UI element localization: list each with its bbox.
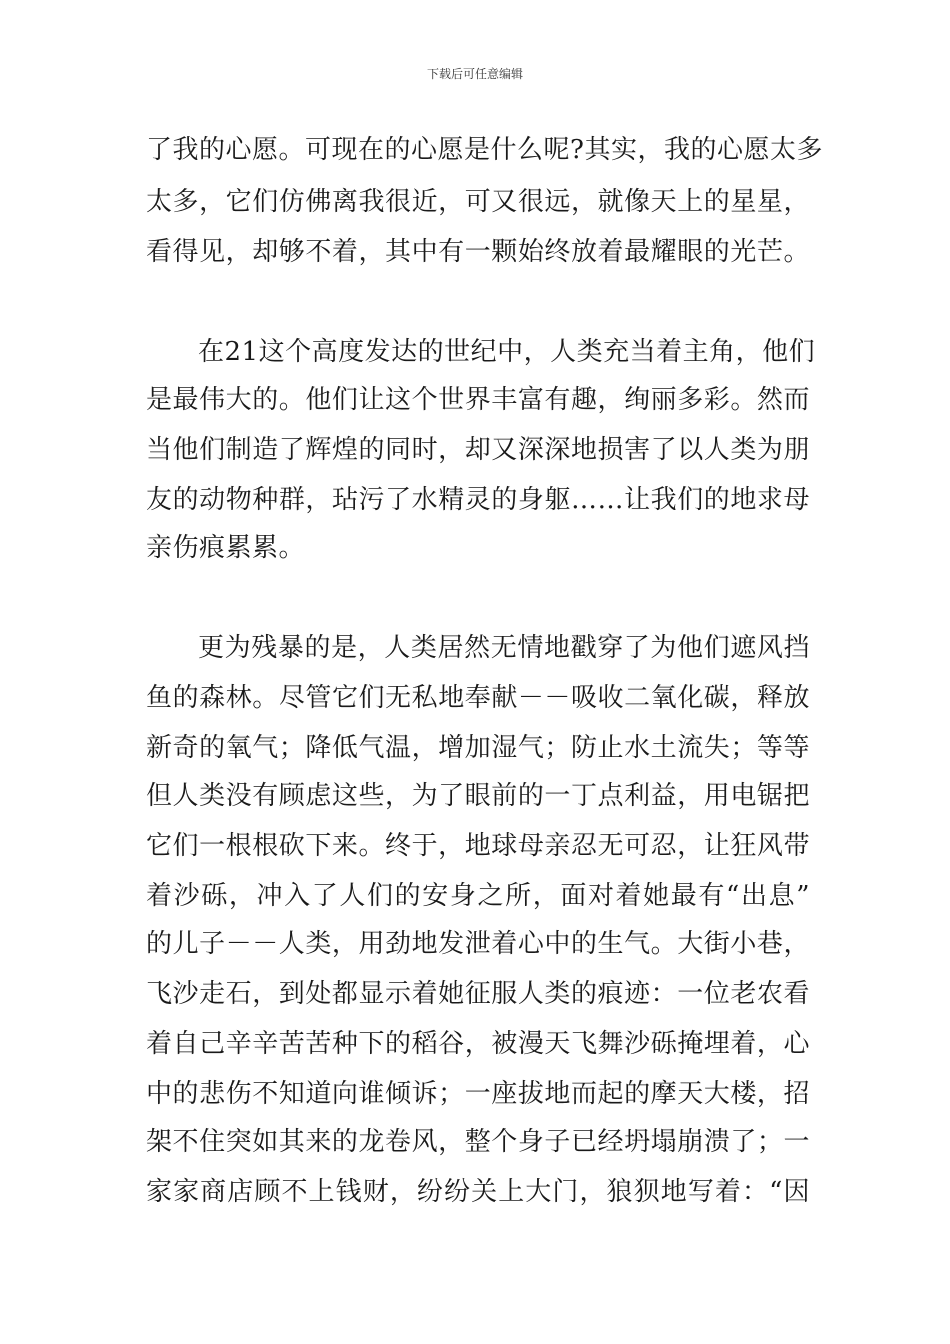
text-line: 架不住突如其来的龙卷风，整个身子已经坍塌崩溃了；一	[146, 1127, 810, 1157]
text-line: 亲伤痕累累。	[146, 533, 306, 563]
text-line: 着沙砾，冲入了人们的安身之所，面对着她最有“出息”	[146, 881, 810, 911]
text-line: 是最伟大的。他们让这个世界丰富有趣，绚丽多彩。然而	[146, 385, 810, 415]
text-line: 看得见，却够不着，其中有一颗始终放着最耀眼的光芒。	[146, 237, 810, 267]
text-line: 着自己辛辛苦苦种下的稻谷，被漫天飞舞沙砾掩埋着，心	[146, 1029, 810, 1059]
text-line: 中的悲伤不知道向谁倾诉；一座拔地而起的摩天大楼，招	[146, 1079, 810, 1109]
text-line: 飞沙走石，到处都显示着她征服人类的痕迹：一位老农看	[146, 979, 810, 1009]
text-line: 家家商店顾不上钱财，纷纷关上大门，狼狈地写着：“因	[146, 1177, 810, 1207]
text-line: 的儿子－－人类，用劲地发泄着心中的生气。大街小巷，	[146, 929, 810, 959]
text-line: 但人类没有顾虑这些，为了眼前的一丁点利益，用电锯把	[146, 781, 810, 811]
text-line: 在21这个高度发达的世纪中，人类充当着主角，他们	[198, 337, 816, 367]
text-line: 太多，它们仿佛离我很近，可又很远，就像天上的星星，	[146, 187, 810, 217]
text-line: 它们一根根砍下来。终于，地球母亲忍无可忍，让狂风带	[146, 831, 810, 861]
text-line: 当他们制造了辉煌的同时，却又深深地损害了以人类为朋	[146, 435, 810, 465]
text-line: 新奇的氧气；降低气温，增加湿气；防止水土流失；等等	[146, 733, 810, 763]
page-header: 下载后可任意编辑	[426, 67, 523, 81]
text-line: 了我的心愿。可现在的心愿是什么呢?其实，我的心愿太多	[146, 135, 823, 165]
text-line: 更为残暴的是，人类居然无情地戳穿了为他们遮风挡	[198, 633, 810, 663]
text-line: 鱼的森林。尽管它们无私地奉献－－吸收二氧化碳，释放	[146, 683, 810, 713]
text-line: 友的动物种群，玷污了水精灵的身躯……让我们的地求母	[146, 485, 810, 515]
